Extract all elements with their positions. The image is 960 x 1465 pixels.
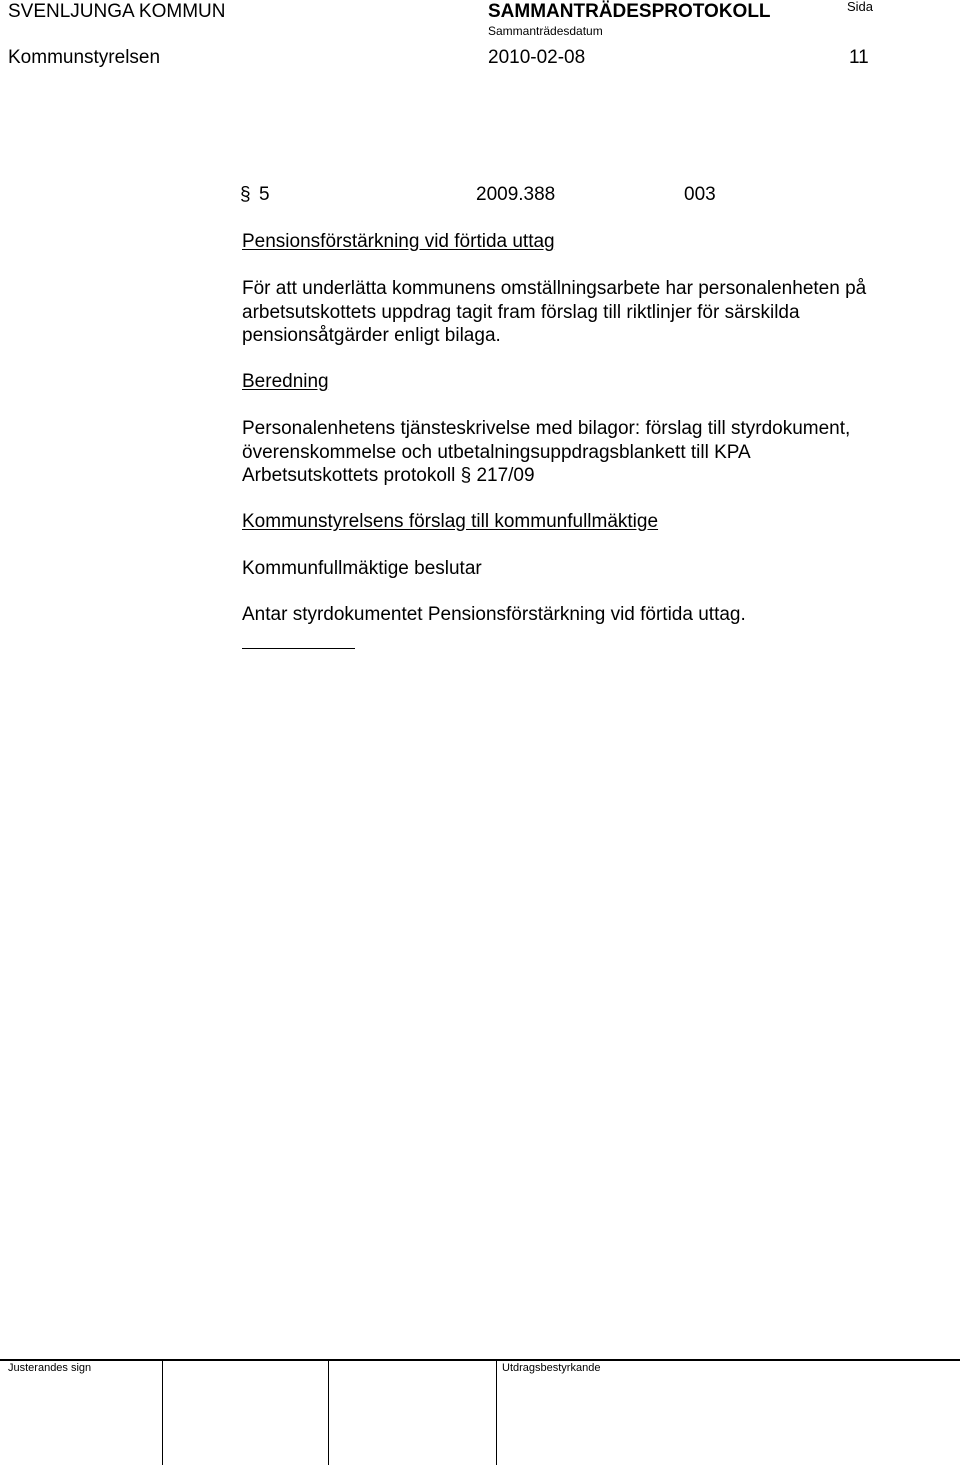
document-type-title: SAMMANTRÄDESPROTOKOLL (488, 1, 771, 22)
preparation-list (242, 417, 942, 488)
intro-paragraph (242, 277, 942, 348)
paragraph-number: 5 (259, 184, 270, 205)
intro-line: För att underlätta kommunens omställningsarbete har personalenheten på (242, 278, 867, 299)
decision-text: Antar styrdokumentet Pensionsförstärkning vid förtida uttag. (242, 604, 746, 625)
intro-line: pensionsåtgärder enligt bilaga. (242, 325, 501, 346)
signature-box-divider (496, 1360, 497, 1465)
preparation-line: Arbetsutskottets protokoll § 217/09 (242, 465, 535, 486)
preparation-line: överenskommelse och utbetalningsuppdragsblankett till KPA (242, 441, 751, 463)
meeting-date-label: Sammanträdesdatum (488, 24, 603, 38)
end-rule (242, 648, 355, 649)
page-label: Sida (847, 0, 874, 14)
organisation-name: SVENLJUNGA KOMMUN (8, 1, 226, 22)
page-number: 11 (849, 47, 869, 68)
case-reference: 2009.388 (476, 184, 556, 205)
decision-heading: Kommunfullmäktige beslutar (242, 558, 482, 579)
proposal-heading: Kommunstyrelsens förslag till kommunfullmäktige (242, 511, 659, 532)
certification-label: Utdragsbestyrkande (502, 1362, 601, 1374)
intro-line: arbetsutskottets uppdrag tagit fram förslag till riktlinjer för särskilda (242, 301, 800, 323)
signature-box-divider (162, 1360, 163, 1465)
paragraph-sign: § (240, 184, 251, 205)
preparation-line: Personalenhetens tjänsteskrivelse med bilagor: förslag till styrdokument, (242, 418, 851, 439)
signatures-label: Justerandes sign (8, 1362, 92, 1374)
section-title: Pensionsförstärkning vid förtida uttag (242, 231, 555, 252)
committee-name: Kommunstyrelsen (8, 47, 161, 68)
signature-box-divider (328, 1360, 329, 1465)
archive-code: 003 (684, 184, 716, 205)
meeting-date: 2010-02-08 (488, 47, 586, 68)
footer-rule (0, 1359, 960, 1361)
preparation-heading: Beredning (242, 371, 329, 392)
